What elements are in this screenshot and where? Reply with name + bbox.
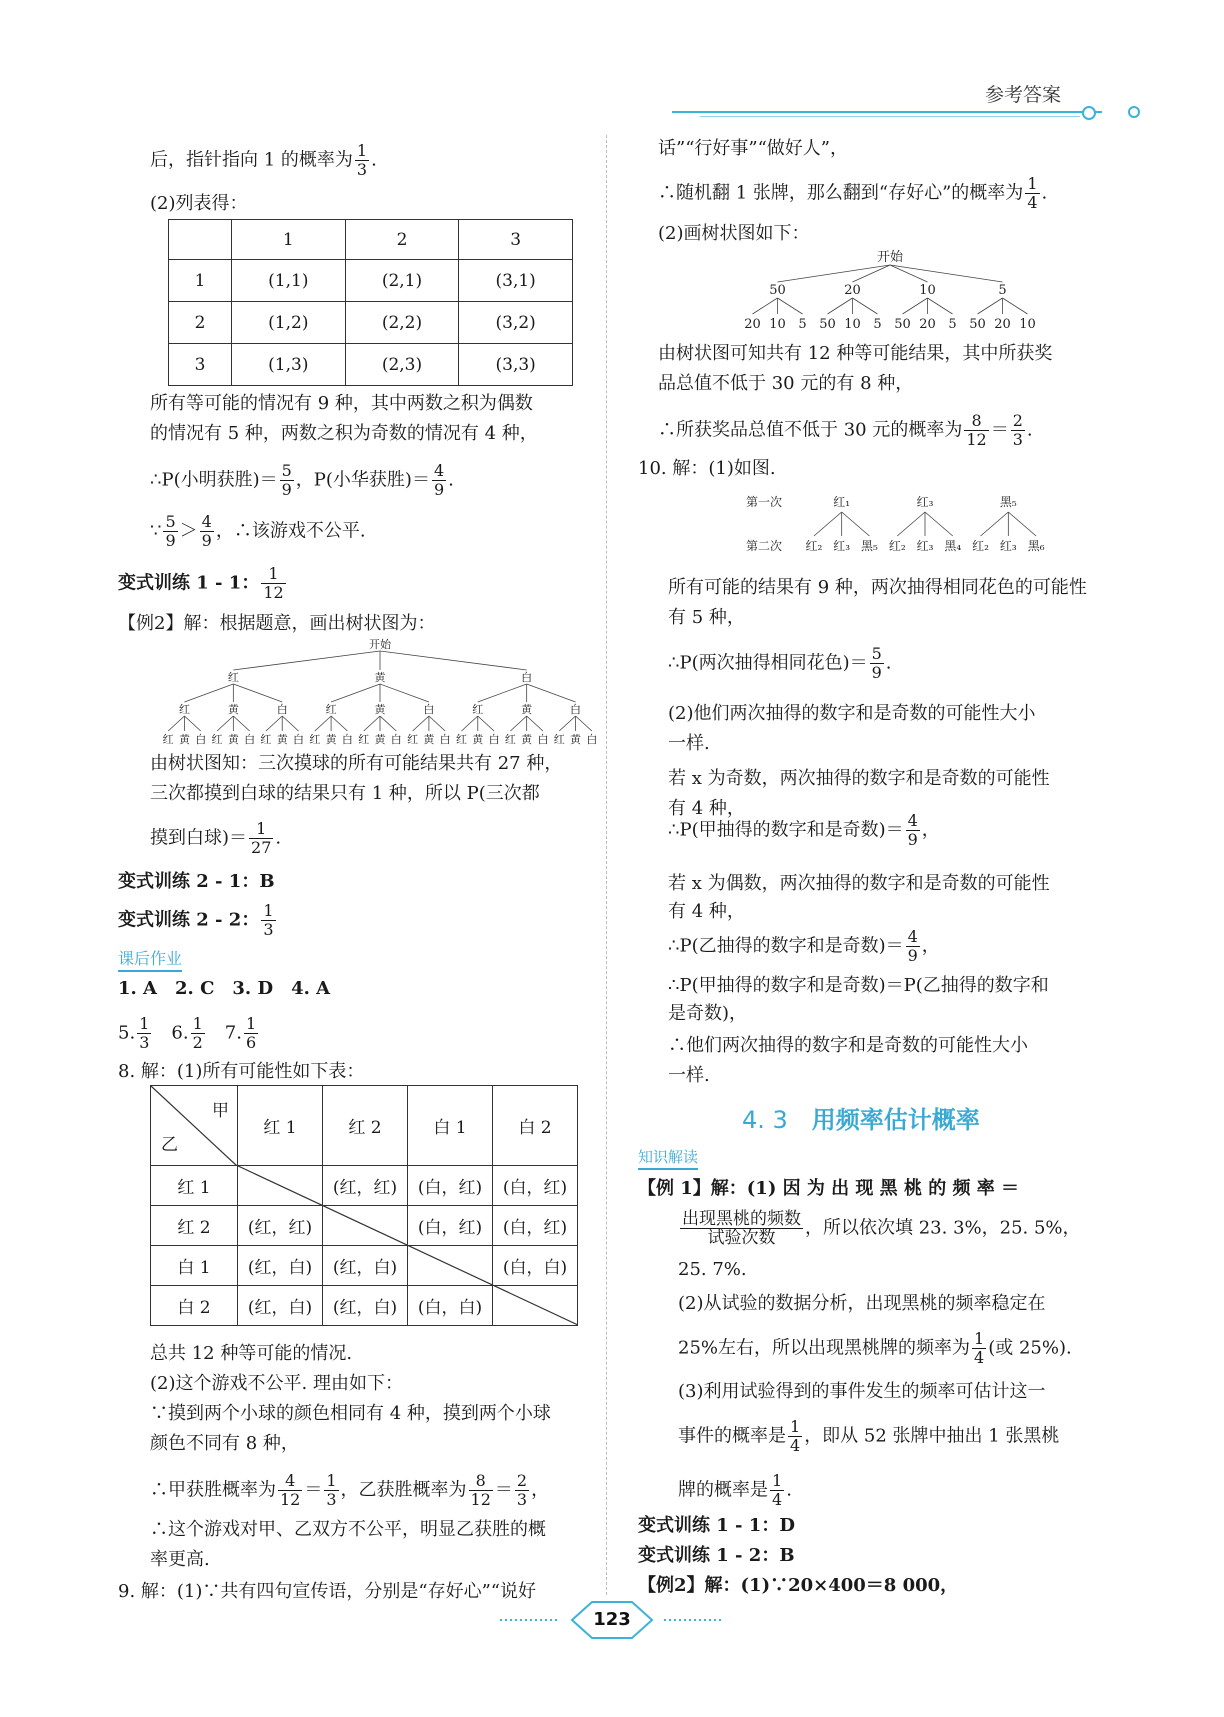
- text-line: (2)画树状图如下：: [658, 223, 810, 244]
- text-line: 变式训练 1 - 1： $\frac{1}{12}$: [118, 564, 284, 602]
- tree-branch: [527, 684, 576, 702]
- text-line: (2)从试验的数据分析，出现黑桃的频率稳定在: [678, 1293, 1046, 1314]
- tree-branch: [380, 716, 396, 731]
- text-line: 变式训练 2 - 1：B: [118, 871, 275, 892]
- tree-leaf: 白: [293, 733, 305, 746]
- tree-leaf: 黄: [276, 733, 288, 746]
- text-line: 由树状图可知共有 12 种等可能结果，其中所获奖: [658, 343, 1053, 364]
- text-line: ∵摸到两个小球的颜色相同有 4 种，摸到两个小球: [150, 1403, 551, 1424]
- text-line: 10. 解：(1)如图.: [638, 458, 776, 479]
- tree-node: 红₃: [916, 495, 934, 509]
- tree-branch: [576, 716, 592, 731]
- text-line: ∴P(甲抽得的数字和是奇数)＝ $\frac{4}{9}$ ，: [668, 811, 940, 849]
- tree-node: 黄: [374, 703, 386, 716]
- header-title: 参考答案: [985, 84, 1062, 106]
- tree-branch: [233, 684, 282, 702]
- tree-leaf: 10: [844, 317, 861, 332]
- tree-leaf: 红₃: [916, 539, 934, 553]
- tree-leaf: 黄: [325, 733, 337, 746]
- tree-branch: [413, 716, 429, 731]
- tree-leaf: 红₂: [805, 539, 823, 553]
- tree-branch: [981, 512, 1009, 536]
- tree-node: 红: [227, 671, 239, 684]
- text-line: 品总值不低于 30 元的有 8 种，: [658, 373, 914, 394]
- tree-leaf: 5: [798, 317, 807, 332]
- tree-branch: [890, 265, 1003, 282]
- tree-branch: [461, 716, 477, 731]
- tree-leaf: 红₂: [888, 539, 906, 553]
- page-number-badge: [560, 1600, 664, 1640]
- tree-node: 白: [521, 671, 533, 684]
- tree-leaf: 50: [894, 317, 911, 332]
- text-line: 话”“行好事”“做好人”，: [658, 138, 849, 159]
- tree-leaf: 5: [948, 317, 957, 332]
- tree-node: 黄: [227, 703, 239, 716]
- tree-leaf: 红: [407, 733, 419, 746]
- table-2: 甲 乙 红 1 红 2 白 1 白 2 红 1 (红，红) (白，红) (白，红) 红 2 (红，红) (白，红) (白，红) 白 1 (红，白) (红，白) (白，白) 白 2 (红，白) (红，白) (白，白): [150, 1085, 578, 1326]
- text-line: ∴甲获胜概率为 $\frac{4}{12}$ ＝ $\frac{1}{3}$ ，乙获胜概率为 $\frac{8}{12}$ ＝ $\frac{2}{3}$ ，: [150, 1471, 550, 1509]
- tree-branch: [903, 298, 928, 314]
- tree-branch: [1008, 512, 1036, 536]
- table-1: 1 2 3 1 (1,1) (2,1) (3,1) 2 (1,2) (2,2) (3,2) 3 (1,3) (2,3) (3,3): [168, 219, 573, 386]
- text-line: 一样.: [668, 1065, 710, 1086]
- tree-leaf: 黑₆: [1027, 539, 1045, 553]
- tree-node: 白: [423, 703, 435, 716]
- text-line: 所有可能的结果有 9 种，两次抽得相同花色的可能性: [668, 577, 1087, 598]
- text-line: 率更高.: [150, 1549, 210, 1570]
- text-line: 的情况有 5 种，两数之积为奇数的情况有 4 种，: [150, 423, 538, 444]
- tree-branch: [168, 716, 184, 731]
- tree-branch: [897, 512, 925, 536]
- text-line: 25. 7%.: [678, 1259, 747, 1280]
- text-line: 若 x 为奇数，两次抽得的数字和是奇数的可能性: [668, 768, 1050, 789]
- page-number: 123: [593, 1609, 631, 1630]
- text-line: 由树状图知：三次摸球的所有可能结果共有 27 种，: [150, 753, 563, 774]
- text-line: 【例 1】解：(1) 因 为 出 现 黑 桃 的 频 率 ＝: [638, 1178, 1020, 1199]
- tree-node: 20: [844, 283, 861, 298]
- tree-leaf: 20: [994, 317, 1011, 332]
- tree-diagram-1: [160, 636, 600, 746]
- tree-node: 黄: [521, 703, 533, 716]
- text-line: 所有等可能的情况有 9 种，其中两数之积为偶数: [150, 393, 533, 414]
- tree-branch: [527, 716, 543, 731]
- tree-leaf: 红₃: [999, 539, 1017, 553]
- tree-leaf: 50: [969, 317, 986, 332]
- tree-branch: [429, 716, 445, 731]
- text-line: 【例2】解：(1)∵20×400＝8 000，: [638, 1575, 959, 1596]
- tree-branch: [778, 265, 891, 282]
- tree-branch: [814, 512, 842, 536]
- text-line: ∴所获奖品总值不低于 30 元的概率为 $\frac{8}{12}$ ＝ $\frac{2}{3}$ .: [658, 411, 1033, 449]
- tree-leaf: 黑₅: [861, 539, 878, 553]
- tree-branch: [925, 512, 953, 536]
- tree-leaf: 20: [919, 317, 936, 332]
- tree-leaf: 20: [744, 317, 761, 332]
- text-line: 9. 解：(1)∵共有四句宣传语，分别是“存好心”“说好: [118, 1581, 536, 1602]
- text-line: 1. A 2. C 3. D 4. A: [118, 978, 331, 999]
- tree-leaf: 50: [819, 317, 836, 332]
- tree-leaf: 白: [244, 733, 256, 746]
- table-2-diagonal: [236, 1165, 578, 1325]
- tree-node: 10: [919, 283, 936, 298]
- tree-branch: [282, 716, 298, 731]
- tree-leaf: 白: [488, 733, 500, 746]
- tree-branch: [1003, 298, 1028, 314]
- tree-node: 红: [325, 703, 337, 716]
- text-line: 25%左右，所以出现黑桃牌的频率为 $\frac{1}{4}$ (或 25%).: [678, 1329, 1072, 1367]
- tree-node: 红₁: [833, 495, 851, 509]
- fraction: $\frac{1}{3}$: [356, 141, 368, 179]
- tree-leaf: 红: [553, 733, 565, 746]
- tree-branch: [364, 716, 380, 731]
- tree-node: 白: [276, 703, 288, 716]
- text-line: ∴P(乙抽得的数字和是奇数)＝ $\frac{4}{9}$ ，: [668, 927, 940, 965]
- tree-branch: [331, 716, 347, 731]
- tree-row-label: 第二次: [745, 539, 783, 553]
- tree-node: 红: [178, 703, 190, 716]
- section-heading: 4. 3 用频率估计概率: [742, 1106, 980, 1134]
- header-line-light: [700, 116, 1080, 117]
- tree-leaf: 红: [162, 733, 174, 746]
- header-circle-icon: [1128, 106, 1140, 118]
- text-line: 牌的概率是 $\frac{1}{4}$ .: [678, 1471, 792, 1509]
- text-line: ∴P(小明获胜)＝ $\frac{5}{9}$ ，P(小华获胜)＝ $\frac{4}{9}$ .: [150, 461, 454, 499]
- tree-node: 黄: [374, 671, 386, 684]
- tree-root: 开始: [369, 638, 391, 651]
- text-line: ∴P(两次抽得相同花色)＝ $\frac{5}{9}$ .: [668, 644, 892, 682]
- tree-node: 5: [998, 283, 1007, 298]
- tree-branch: [978, 298, 1003, 314]
- tree-row-label: 第一次: [745, 495, 783, 509]
- tree-diagram-10: [740, 490, 1060, 560]
- tree-node: 黑₅: [999, 495, 1017, 509]
- tree-leaf: 白: [390, 733, 402, 746]
- tree-leaf: 黄: [423, 733, 435, 746]
- tree-node: 白: [570, 703, 582, 716]
- tree-leaf: 黄: [472, 733, 484, 746]
- header-circle-icon: [1082, 106, 1096, 120]
- tree-branch: [478, 684, 527, 702]
- text-line: (3)利用试验得到的事件发生的频率可估计这一: [678, 1381, 1046, 1402]
- text-line: (2)列表得：: [150, 193, 248, 214]
- tree-leaf: 黄: [227, 733, 239, 746]
- text-line: 摸到白球)＝ $\frac{1}{27}$ .: [150, 819, 282, 857]
- text-line: 一样.: [668, 733, 710, 754]
- tree-branch: [778, 298, 803, 314]
- table-corner: 甲 乙: [151, 1086, 238, 1166]
- tree-branch: [380, 684, 429, 702]
- tree-leaf: 白: [195, 733, 207, 746]
- tree-branch: [842, 512, 870, 536]
- text-line: 总共 12 种等可能的情况.: [150, 1343, 353, 1364]
- text-line: 颜色不同有 8 种，: [150, 1433, 299, 1454]
- text-line: 后，指针指向 1 的概率为 $\frac{1}{3}$ .: [150, 141, 377, 179]
- text-line: 有 4 种，: [668, 901, 745, 922]
- text-line: ∴他们两次抽得的数字和是奇数的可能性大小: [668, 1035, 1028, 1056]
- text-line: 5. $\frac{1}{3}$ 6. $\frac{1}{2}$ 7. $\frac{1}{6}$: [118, 1014, 257, 1052]
- text-line: 若 x 为偶数，两次抽得的数字和是奇数的可能性: [668, 873, 1050, 894]
- tree-leaf: 5: [873, 317, 882, 332]
- tree-root: 开始: [876, 250, 904, 265]
- tree-branch: [266, 716, 282, 731]
- text-line: 8. 解：(1)所有可能性如下表：: [118, 1061, 365, 1082]
- text-line: 三次都摸到白球的结果只有 1 种，所以 P(三次都: [150, 783, 540, 804]
- tree-leaf: 红₃: [833, 539, 851, 553]
- column-divider: [606, 135, 607, 1595]
- text-line: ∴P(甲抽得的数字和是奇数)＝P(乙抽得的数字和: [668, 975, 1049, 996]
- tree-branch: [559, 716, 575, 731]
- tree-branch: [184, 684, 233, 702]
- text-line: $\frac{\text{出现黑桃的频数}}{\text{试验次数}}$ ，所以依次填 23. 3%，25. 5%，: [682, 1209, 1081, 1248]
- text-line: 变式训练 1 - 2：B: [638, 1545, 795, 1566]
- example-2: 【例2】解：根据题意，画出树状图为：: [118, 613, 436, 634]
- tree-leaf: 黄: [521, 733, 533, 746]
- section-label-homework: 课后作业: [118, 946, 182, 972]
- tree-leaf: 红: [260, 733, 272, 746]
- text-line: 有 4 种，: [668, 798, 745, 819]
- tree-branch: [380, 651, 527, 670]
- tree-branch: [510, 716, 526, 731]
- tree-leaf: 白: [537, 733, 549, 746]
- tree-leaf: 黄: [178, 733, 190, 746]
- text-line: 有 5 种，: [668, 607, 745, 628]
- tree-leaf: 黄: [374, 733, 386, 746]
- text-line: 变式训练 2 - 2： $\frac{1}{3}$: [118, 901, 274, 939]
- tree-branch: [928, 298, 953, 314]
- text-line: ∵ $\frac{5}{9}$ ＞ $\frac{4}{9}$ ，∴该游戏不公平.: [150, 512, 366, 550]
- tree-node: 50: [769, 283, 786, 298]
- tree-leaf: 10: [769, 317, 786, 332]
- header-line: [672, 111, 1102, 113]
- tree-leaf: 黑₄: [944, 539, 962, 553]
- tree-branch: [331, 684, 380, 702]
- tree-leaf: 红₂: [972, 539, 989, 553]
- tree-node: 红: [472, 703, 484, 716]
- tree-branch: [828, 298, 853, 314]
- tree-leaf: 10: [1019, 317, 1036, 332]
- tree-branch: [315, 716, 331, 731]
- tree-leaf: 红: [358, 733, 370, 746]
- tree-leaf: 白: [341, 733, 353, 746]
- tree-leaf: 白: [439, 733, 451, 746]
- text-line: (2)他们两次抽得的数字和是奇数的可能性大小: [668, 703, 1036, 724]
- tree-leaf: 黄: [570, 733, 582, 746]
- text-line: 是奇数)，: [668, 1003, 748, 1024]
- tree-branch: [853, 298, 878, 314]
- tree-branch: [184, 716, 200, 731]
- text-line: ∴随机翻 1 张牌，那么翻到“存好心”的概率为 $\frac{1}{4}$ .: [658, 174, 1048, 212]
- text-line: ∴这个游戏对甲、乙双方不公平，明显乙获胜的概: [150, 1519, 546, 1540]
- tree-leaf: 红: [211, 733, 223, 746]
- tree-diagram-9: [740, 248, 1040, 333]
- tree-branch: [233, 716, 249, 731]
- text-line: (2)这个游戏不公平. 理由如下：: [150, 1373, 403, 1394]
- tree-leaf: 白: [586, 733, 598, 746]
- text-line: 变式训练 1 - 1：D: [638, 1515, 795, 1536]
- tree-branch: [233, 651, 380, 670]
- tree-leaf: 红: [504, 733, 516, 746]
- tree-leaf: 红: [455, 733, 467, 746]
- tree-branch: [478, 716, 494, 731]
- tree-leaf: 红: [309, 733, 321, 746]
- text-line: 事件的概率是 $\frac{1}{4}$ ，即从 52 张牌中抽出 1 张黑桃: [678, 1417, 1060, 1455]
- section-label-knowledge: 知识解读: [638, 1146, 698, 1170]
- tree-branch: [217, 716, 233, 731]
- tree-branch: [753, 298, 778, 314]
